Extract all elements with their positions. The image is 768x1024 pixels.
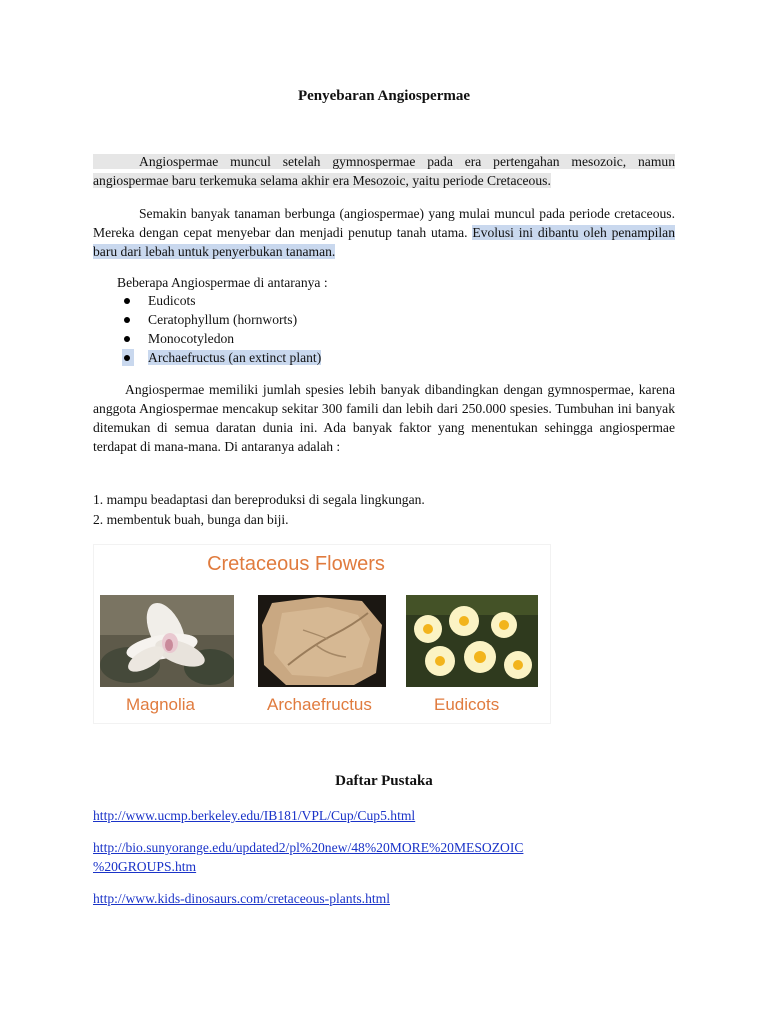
paragraph-2-text: Semakin banyak tanaman berbunga (angiospermae) yang mulai muncul pada periode cretaceous. Mereka dengan cepat menyebar dan menjadi penutup tanah utama. [93,206,675,240]
numbered-item: 1. mampu beadaptasi dan bereproduksi di segala lingkungan. [93,492,425,507]
reference-link-sunyorange-cont[interactable]: %20GROUPS.htm [93,859,197,874]
archaefructus-photo [258,595,386,687]
list-item: Monocotyledon [118,329,321,348]
numbered-item: 2. membentuk buah, bunga dan biji. [93,512,289,527]
reference-link-sunyorange[interactable]: http://bio.sunyorange.edu/updated2/pl%20new/48%20MORE%20MESOZOIC [93,840,524,855]
caption-archaefructus: Archaefructus [267,695,372,714]
bullet-icon [124,317,130,323]
bullet-icon [124,355,130,361]
reference-link-ucmp[interactable]: http://www.ucmp.berkeley.edu/IB181/VPL/Cup/Cup5.html [93,808,416,823]
references-title: Daftar Pustaka [335,773,433,789]
selected-text: Evolusi ini dibantu oleh penampilan baru dari lebah untuk penyerbukan tanaman. [93,225,675,259]
figure-title: Cretaceous Flowers [207,553,385,575]
page-title: Penyebaran Angiospermae [297,88,471,104]
list-item: Eudicots [118,291,321,310]
bullet-list [118,291,321,367]
bullet-icon [124,298,130,304]
paragraph-3: Angiospermae memiliki jumlah spesies lebih banyak dibandingkan dengan gymnospermae, karena anggota Angiospermae mencakup sekitar 300 famili dan lebih dari 250.000 spesies. Tumbuhan ini banyak ditemukan di semua daratan dunia ini. Ada banyak faktor yang menentukan sehingga angiospermae terdapat di mana-mana. Di antaranya adalah : [93,382,675,454]
magnolia-photo [100,595,234,687]
eudicots-photo [406,595,538,687]
caption-magnolia: Magnolia [126,695,195,714]
caption-eudicots: Eudicots [434,695,500,714]
bullet-icon [124,336,130,342]
paragraph-2 [93,204,675,261]
paragraph-1 [93,152,675,190]
reference-link-kids-dinosaurs[interactable]: http://www.kids-dinosaurs.com/cretaceous-plants.html [93,891,390,906]
numbered-list [93,490,425,530]
list-item: Archaefructus (an extinct plant) [118,348,321,367]
paragraph-1-text: Angiospermae muncul setelah gymnospermae pada era pertengahan mesozoic, namun angiospermae baru terkemuka selama akhir era Mesozoic, yaitu periode Cretaceous. [93,154,675,188]
list-intro: Beberapa Angiospermae di antaranya : [117,275,328,290]
cretaceous-flowers-figure [93,544,551,724]
list-item: Ceratophyllum (hornworts) [118,310,321,329]
